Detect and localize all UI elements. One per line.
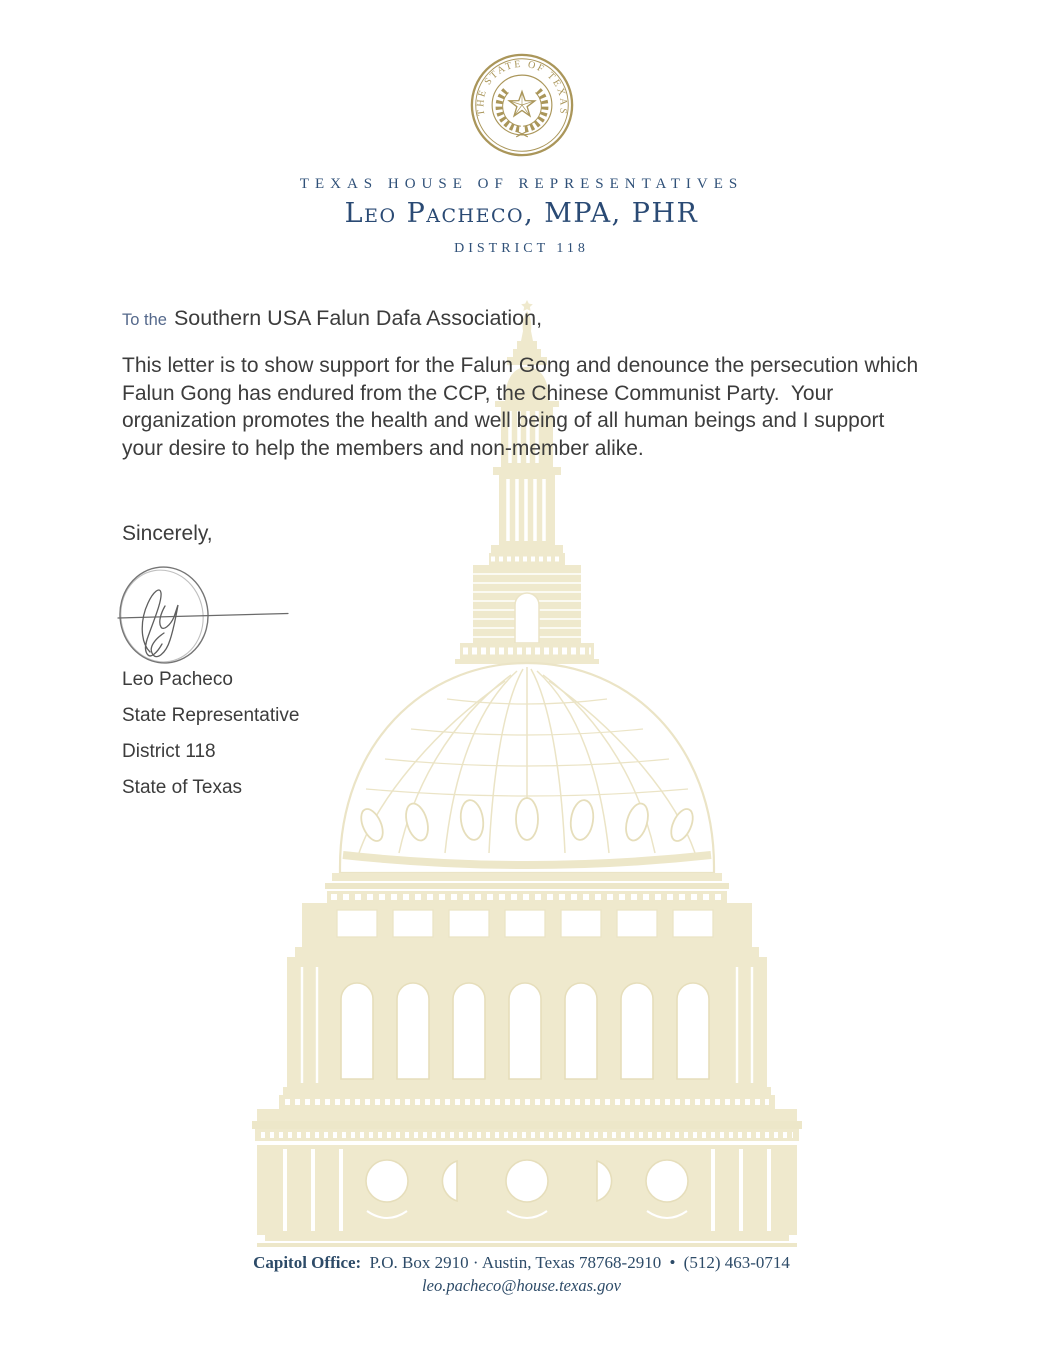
- signoff-block: [122, 669, 299, 799]
- footer-contact-line: [0, 1253, 1043, 1273]
- district-heading: DISTRICT 118: [454, 241, 589, 256]
- office-address: P.O. Box 2910 · Austin, Texas 78768-2910: [369, 1253, 662, 1272]
- seal-text: THE STATE OF TEXAS: [475, 58, 569, 117]
- signoff-title: State Representative: [122, 705, 300, 726]
- salutation: [122, 306, 542, 331]
- office-label: Capitol Office:: [253, 1253, 362, 1272]
- handwritten-signature: [110, 558, 300, 670]
- office-phone: (512) 463-0714: [683, 1253, 790, 1272]
- representative-name: Leo Pacheco, MPA, PHR: [344, 198, 699, 229]
- closing-line: Sincerely,: [122, 522, 213, 545]
- footer-email: leo.pacheco@house.texas.gov: [422, 1276, 621, 1295]
- footer: [0, 1253, 1043, 1296]
- signoff-name: Leo Pacheco: [122, 669, 233, 690]
- signoff-district: District 118: [122, 741, 216, 762]
- signoff-state: State of Texas: [122, 777, 243, 798]
- organization-title: TEXAS HOUSE OF REPRESENTATIVES: [299, 176, 744, 192]
- letter-body: This letter is to show support for the Falun Gong and denounce the persecution which Falun Gong has endured from the CCP, the Chinese Communist Party. Your organization promotes the health and well being of all human beings and I support your desire to help the members and non-member alike.: [122, 354, 924, 460]
- footer-bullet: •: [669, 1253, 676, 1272]
- recipient-name: Southern USA Falun Dafa Association,: [173, 306, 543, 330]
- salutation-prefix: To the: [122, 311, 167, 329]
- texas-state-seal: [469, 52, 575, 158]
